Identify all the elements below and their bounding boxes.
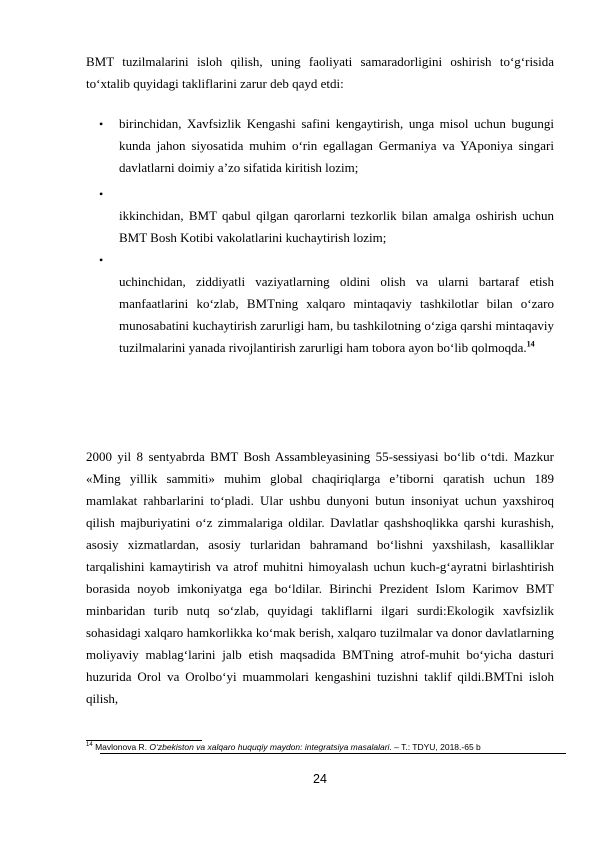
bullet-icon: •	[99, 187, 104, 201]
proposal-list	[86, 113, 554, 359]
list-item	[86, 205, 554, 249]
bullet-icon: •	[99, 253, 104, 267]
footnote-separator	[86, 740, 202, 741]
footnote-number: 14	[86, 742, 93, 749]
list-item	[86, 113, 554, 179]
list-item-text: birinchidan, Xavfsizlik Kengashi safini kengaytirish, unga misol uchun bugungi kunda jahon siyosatida muhim o‘rin egallagan Germaniya va YAponiya singari davlatlarni doimiy a’zo sifatida kiritish lozim;	[119, 116, 554, 175]
list-item-empty	[86, 183, 554, 205]
footnote	[86, 742, 554, 753]
footnote-author: Mavlonova R.	[95, 742, 148, 752]
list-item-text: ikkinchidan, BMT qabul qilgan qarorlarni tezkorlik bilan amalga oshirish uchun BMT Bosh Kotibi vakolatlarini kuchaytirish lozim;	[119, 208, 554, 245]
list-item	[86, 271, 554, 359]
list-item-text: uchinchidan, ziddiyatli vaziyatlarning oldini olish va ularni bartaraf etish manfaatlarini ko‘zlab, BMTning xalqaro mintaqaviy tashkilotlar bilan o‘zaro munosabatini kuchaytirish zarurligi ham, bu tashkilotning o‘ziga qarshi mintaqaviy tuzilmalarini yanada rivojlantirish zarurligi ham tobora ayon bo‘lib qolmoqda.	[119, 274, 554, 355]
body-paragraph: 2000 yil 8 sentyabrda BMT Bosh Assambleyasining 55-sessiyasi bo‘lib o‘tdi. Mazkur «Ming yillik sammiti» muhim global chaqiriqlarga e’tiborni qaratish uchun 189 mamlakat rahbarlarini to‘pladi. Ular ushbu dunyoni butun insoniyat uchun yaxshiroq qilish majburiyatini o‘z zimmalariga oldilar. Davlatlar qashshoqlikka qarshi kurashish, asosiy xizmatlardan, asosiy turlaridan bahramand bo‘lishni yaxshilash, kasalliklar tarqalishini kamaytirish va atrof muhitni himoyalash uchun kuch-g‘ayratni birlashtirish borasida noyob imkoniyatga ega bo‘ldilar. Birinchi Prezident Islom Karimov BMT minbaridan turib nutq so‘zlab, quyidagi takliflarni ilgari surdi:Ekologik xavfsizlik sohasidagi xalqaro hamkorlikka ko‘mak berish, xalqaro tuzilmalar va donor davlatlarning moliyaviy mablag‘larini jalb etish maqsadida BMTning atrof-muhit bo‘yicha dasturi huzurida Orol va Orolbo‘yi muammolari kengashini tuzishni taklif qildi.BMTni isloh qilish,	[86, 449, 554, 706]
list-item-empty	[86, 249, 554, 271]
bullet-icon: •	[99, 117, 104, 131]
footnote-reference: 14	[526, 339, 535, 349]
footnote-underline	[100, 753, 566, 754]
intro-paragraph: BMT tuzilmalarini isloh qilish, uning faoliyati samaradorligini oshirish to‘g‘risida to‘xtalib quyidagi takliflarini zarur deb qayd etdi:	[86, 54, 554, 91]
footnote-title: O‘zbekiston va xalqaro huquqiy maydon: integratsiya masalalari	[149, 742, 390, 752]
page-number: 24	[313, 772, 327, 786]
footnote-publisher: . – T.: TDYU, 2018.-65 b	[389, 742, 481, 752]
